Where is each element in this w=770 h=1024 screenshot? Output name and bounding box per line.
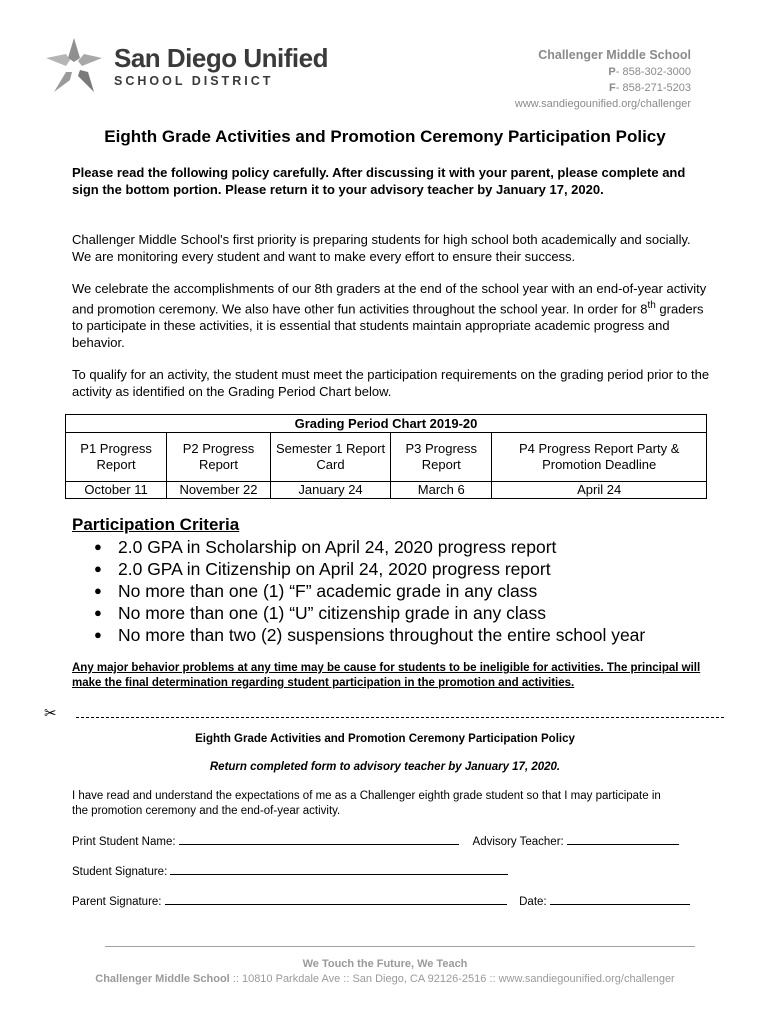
star-logo-icon bbox=[44, 36, 104, 96]
logo-subtitle: SCHOOL DISTRICT bbox=[114, 74, 274, 88]
footer-address: Challenger Middle School :: 10810 Parkdale Ave :: San Diego, CA 92126-2516 :: www.sandiegounified.org/challenger bbox=[95, 973, 675, 985]
chart-date-cell: March 6 bbox=[391, 482, 492, 499]
grading-period-chart bbox=[65, 414, 707, 499]
scissors-icon: ✂ bbox=[44, 705, 57, 722]
chart-date-cell: January 24 bbox=[270, 482, 390, 499]
chart-title: Grading Period Chart 2019-20 bbox=[66, 415, 707, 433]
print-name-label: Print Student Name: bbox=[72, 836, 176, 848]
paragraph-priority: Challenger Middle School's first priority is preparing students for high school both academically and socially. We are monitoring every student and want to make every effort to ensure their success. bbox=[72, 232, 691, 264]
form-statement: I have read and understand the expectations of me as a Challenger eighth grade student so that I may participate in the promotion ceremony and the end-of-year activity. bbox=[72, 790, 661, 817]
parent-signature-field[interactable] bbox=[165, 893, 507, 905]
chart-header-cell: P3 Progress Report bbox=[391, 433, 492, 482]
criteria-item: ● No more than one (1) “F” academic grade in any class bbox=[94, 581, 538, 601]
date-field[interactable] bbox=[550, 893, 690, 905]
criteria-item: ● 2.0 GPA in Citizenship on April 24, 2020 progress report bbox=[94, 559, 551, 579]
footer-slogan: We Touch the Future, We Teach bbox=[302, 958, 468, 970]
footer-divider bbox=[105, 946, 695, 947]
cut-line bbox=[44, 706, 724, 726]
criteria-item: ● No more than one (1) “U” citizenship grade in any class bbox=[94, 603, 546, 623]
document-title: Eighth Grade Activities and Promotion Ceremony Participation Policy bbox=[104, 127, 666, 146]
student-signature-row bbox=[72, 863, 508, 878]
chart-header-cell: Semester 1 Report Card bbox=[270, 433, 390, 482]
print-name-field[interactable] bbox=[179, 833, 459, 845]
fax-line: F- 858-271-5203 bbox=[609, 82, 691, 94]
bullet-icon: ● bbox=[94, 627, 102, 642]
parent-signature-label: Parent Signature: bbox=[72, 896, 162, 908]
advisory-teacher-field[interactable] bbox=[567, 833, 679, 845]
paragraph-celebration: We celebrate the accomplishments of our 8th graders at the end of the school year with an end-of-year activity and promotion ceremony. We also have other fun activities throughout the school year. In order for 8th graders to participate in these activities, it is essential that students maintain appropriate academic progress and behavior. bbox=[72, 281, 707, 351]
chart-header-cell: P1 Progress Report bbox=[66, 433, 167, 482]
criteria-item: ● No more than two (2) suspensions throughout the entire school year bbox=[94, 625, 646, 645]
behavior-warning: Any major behavior problems at any time may be cause for students to be ineligible for activities. The principal will make the final determination regarding student participation in the promotion and activities. bbox=[72, 662, 701, 689]
school-contact bbox=[515, 46, 691, 112]
criteria-item: ● 2.0 GPA in Scholarship on April 24, 2020 progress report bbox=[94, 537, 557, 557]
chart-date-cell: October 11 bbox=[66, 482, 167, 499]
form-title: Eighth Grade Activities and Promotion Ceremony Participation Policy bbox=[195, 733, 575, 745]
bullet-icon: ● bbox=[94, 539, 102, 554]
participation-criteria bbox=[72, 514, 732, 646]
date-label: Date: bbox=[519, 896, 547, 908]
advisory-teacher-label: Advisory Teacher: bbox=[472, 836, 564, 848]
school-name: Challenger Middle School bbox=[538, 48, 691, 62]
district-logo bbox=[44, 36, 328, 96]
chart-date-cell: April 24 bbox=[492, 482, 707, 499]
chart-date-cell: November 22 bbox=[167, 482, 271, 499]
phone-line: P- 858-302-3000 bbox=[608, 66, 691, 78]
chart-header-cell: P4 Progress Report Party & Promotion Deadline bbox=[492, 433, 707, 482]
bullet-icon: ● bbox=[94, 605, 102, 620]
intro-instructions: Please read the following policy carefully. After discussing it with your parent, please complete and sign the bottom portion. Please return it to your advisory teacher by January 17, 2020. bbox=[72, 165, 686, 197]
form-subtitle: Return completed form to advisory teacher by January 17, 2020. bbox=[209, 761, 561, 773]
parent-signature-row bbox=[72, 893, 690, 908]
name-row bbox=[72, 833, 679, 848]
student-signature-label: Student Signature: bbox=[72, 866, 168, 878]
criteria-list bbox=[72, 536, 732, 646]
logo-name: San Diego Unified bbox=[114, 43, 328, 73]
school-website: www.sandiegounified.org/challenger bbox=[514, 98, 691, 110]
paragraph-qualify: To qualify for an activity, the student must meet the participation requirements on the grading period prior to the activity as identified on the Grading Period Chart below. bbox=[72, 367, 710, 399]
bullet-icon: ● bbox=[94, 583, 102, 598]
bullet-icon: ● bbox=[94, 561, 102, 576]
criteria-title: Participation Criteria bbox=[72, 515, 240, 534]
dashed-divider bbox=[76, 717, 724, 718]
student-signature-field[interactable] bbox=[170, 863, 508, 875]
chart-header-cell: P2 Progress Report bbox=[167, 433, 271, 482]
